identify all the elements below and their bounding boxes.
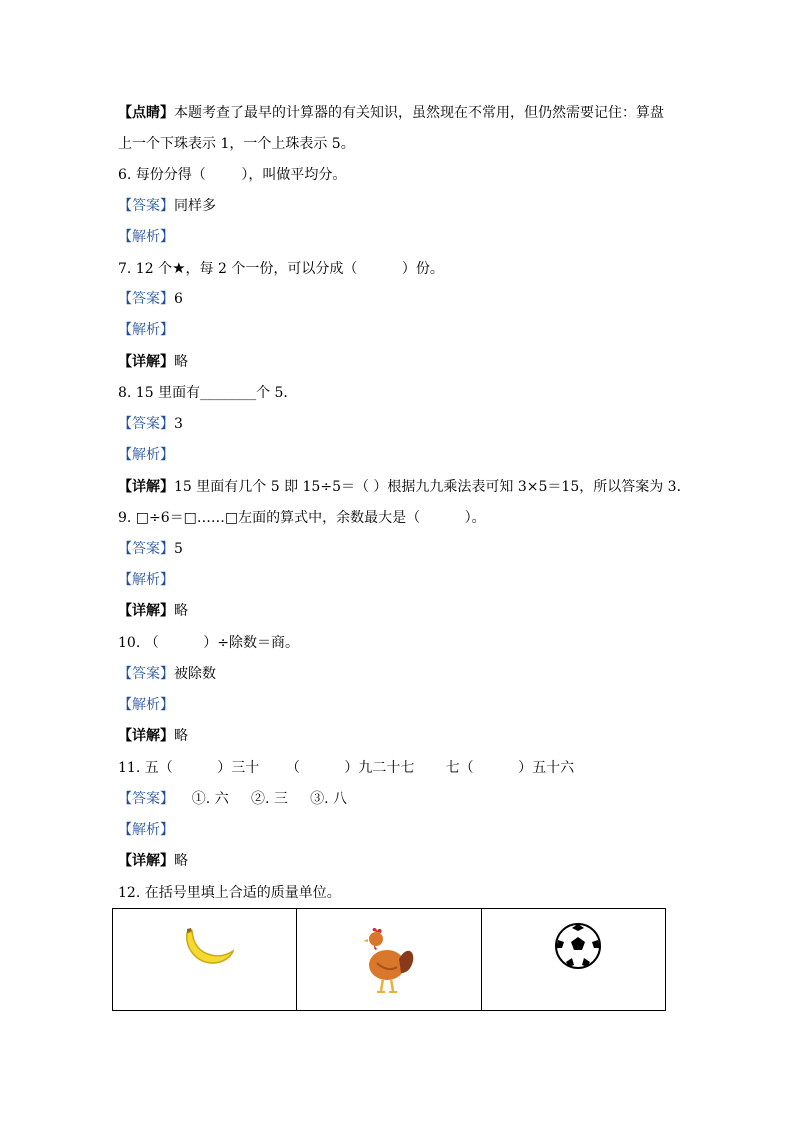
- q8-analysis: 【解析】: [118, 447, 174, 463]
- answer-text: ①. 六 ②. 三 ③. 八: [174, 791, 348, 807]
- detail-tag: 【详解】: [118, 354, 174, 370]
- q11-answer: [118, 789, 347, 809]
- soccer-ball-icon: [554, 922, 602, 970]
- q7-detail: [118, 352, 188, 372]
- detail-text: 略: [174, 728, 188, 744]
- q7-question: [118, 258, 444, 278]
- q12-question: 12. 在括号里填上合适的质量单位。: [118, 885, 341, 901]
- q9-analysis: 【解析】: [118, 572, 174, 588]
- answer-tag: 【答案】: [118, 198, 174, 214]
- q9-answer: [118, 539, 183, 559]
- q11-detail: [118, 851, 188, 871]
- q7-text-before: 7. 12 个: [118, 261, 173, 277]
- q6-analysis: 【解析】: [118, 229, 174, 245]
- answer-text: 5: [174, 541, 183, 557]
- table-cell-banana: [113, 909, 297, 1010]
- q12-image-table: [112, 908, 666, 1011]
- dianjing-line-2: 上一个下珠表示 1，一个上珠表示 5。: [118, 136, 355, 152]
- dianjing-text-1: 本题考查了最早的计算器的有关知识，虽然现在不常用，但仍然需要记住：算盘: [174, 105, 664, 121]
- table-cell-soccer-ball: [482, 909, 665, 1010]
- answer-text: 被除数: [174, 666, 216, 682]
- q7-answer: [118, 289, 183, 309]
- answer-tag: 【答案】: [118, 541, 174, 557]
- q10-answer: [118, 664, 216, 684]
- detail-tag: 【详解】: [118, 603, 174, 619]
- dianjing-line-1: [118, 103, 664, 123]
- detail-text: 略: [174, 853, 188, 869]
- answer-text: 同样多: [174, 198, 216, 214]
- q6-answer: [118, 196, 216, 216]
- detail-text: 略: [174, 354, 188, 370]
- answer-tag: 【答案】: [118, 666, 174, 682]
- answer-tag: 【答案】: [118, 416, 174, 432]
- detail-tag: 【详解】: [118, 728, 174, 744]
- q6-question: 6. 每份分得（ ），叫做平均分。: [118, 167, 347, 183]
- banana-icon: [183, 927, 235, 971]
- q8-answer: [118, 414, 183, 434]
- detail-tag: 【详解】: [118, 853, 174, 869]
- detail-tag: 【详解】: [118, 479, 174, 495]
- q7-text-after: ，每 2 个一份，可以分成（ ）份。: [185, 261, 444, 277]
- q9-detail: [118, 601, 188, 621]
- q8-question: 8. 15 里面有________个 5．: [118, 385, 298, 401]
- star-icon: ★: [172, 259, 186, 277]
- q11-analysis: 【解析】: [118, 822, 174, 838]
- detail-text: 15 里面有几个 5 即 15÷5＝（ ）根据九九乘法表可知 3×5＝15，所以答案为 3．: [174, 479, 691, 495]
- answer-tag: 【答案】: [118, 791, 174, 807]
- q11-question: 11. 五（ ）三十 （ ）九二十七 七（ ）五十六: [118, 760, 575, 776]
- q8-detail: [118, 477, 691, 497]
- q10-question: 10. （ ）÷除数＝商。: [118, 635, 299, 651]
- dianjing-tag: 【点睛】: [118, 105, 174, 121]
- answer-text: 3: [174, 416, 183, 432]
- table-cell-chicken: [297, 909, 481, 1010]
- q7-analysis: 【解析】: [118, 322, 174, 338]
- answer-tag: 【答案】: [118, 291, 174, 307]
- answer-text: 6: [174, 291, 183, 307]
- detail-text: 略: [174, 603, 188, 619]
- q9-question: 9. □÷6＝□……□左面的算式中，余数最大是（ ）。: [118, 510, 486, 526]
- chicken-icon: [357, 927, 417, 997]
- q10-detail: [118, 726, 188, 746]
- q10-analysis: 【解析】: [118, 697, 174, 713]
